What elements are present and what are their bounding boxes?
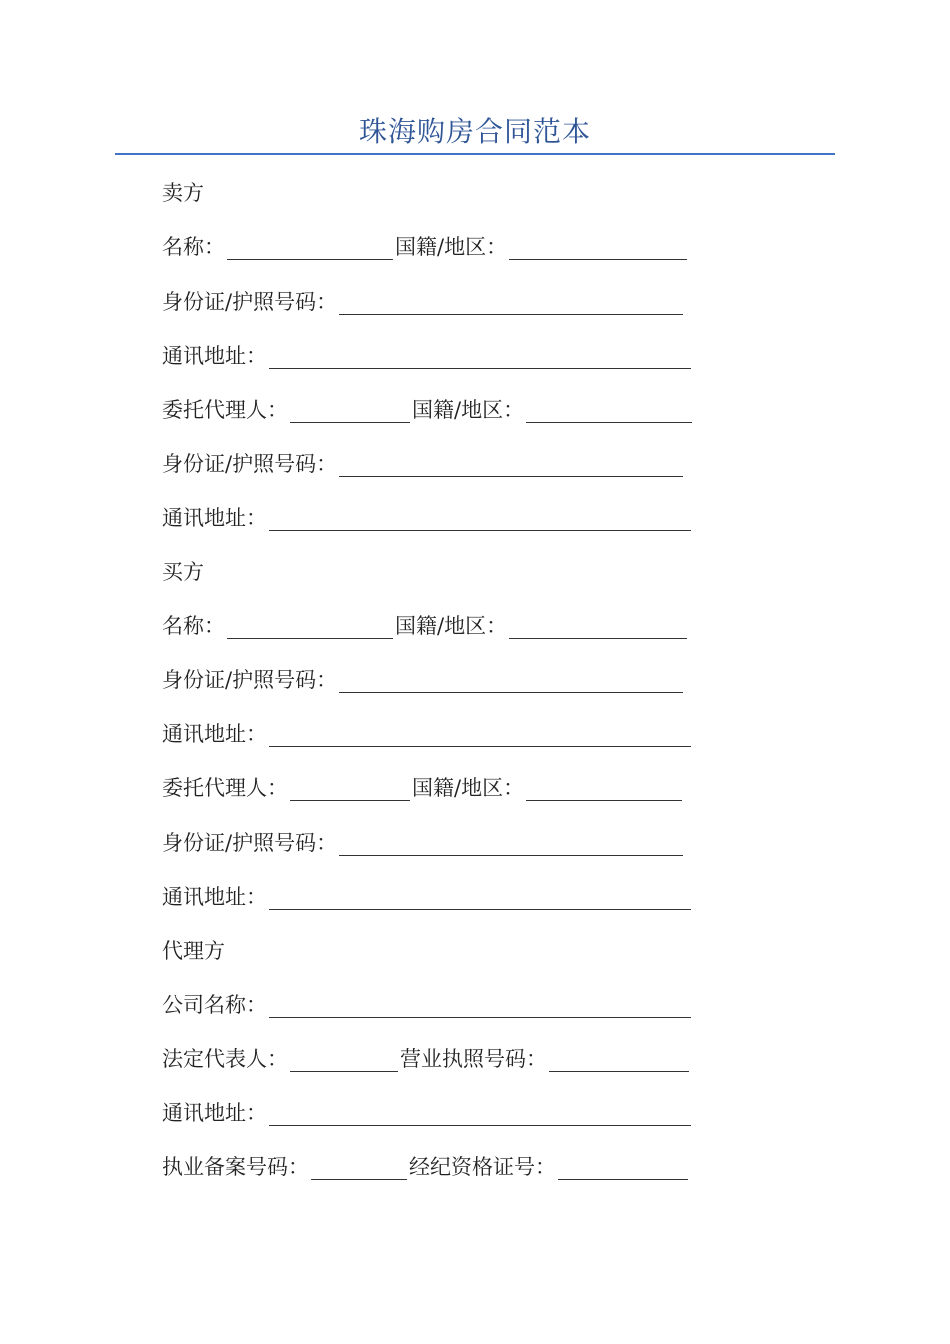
agency-address-label: 通讯地址：: [162, 1101, 267, 1125]
buyer-agent-label: 委托代理人：: [162, 776, 288, 800]
seller-name-label: 名称：: [162, 235, 225, 259]
seller-agent-field[interactable]: [290, 402, 410, 423]
agency-company-row: [162, 990, 693, 1020]
buyer-agent-address-field[interactable]: [269, 889, 691, 910]
agency-filing-field[interactable]: [311, 1159, 407, 1180]
buyer-address-label: 通讯地址：: [162, 722, 267, 746]
buyer-heading: 买方: [162, 560, 204, 584]
seller-nationality-field[interactable]: [509, 239, 687, 260]
buyer-id-field[interactable]: [339, 672, 683, 693]
agency-qualification-label: 经纪资格证号：: [409, 1155, 556, 1179]
seller-agent-address-field[interactable]: [269, 510, 691, 531]
agency-license-label: 营业执照号码：: [400, 1047, 547, 1071]
agency-address-row: [162, 1098, 693, 1128]
buyer-agent-row: [162, 773, 684, 803]
buyer-agent-id-row: [162, 828, 685, 858]
buyer-address-field[interactable]: [269, 726, 691, 747]
seller-agent-nationality-label: 国籍/地区：: [412, 398, 525, 422]
seller-name-row: [162, 232, 689, 262]
agency-qualification-field[interactable]: [558, 1159, 688, 1180]
buyer-agent-nationality-label: 国籍/地区：: [412, 776, 525, 800]
document-title: 珠海购房合同范本: [358, 115, 591, 148]
agency-legal-rep-field[interactable]: [290, 1051, 398, 1072]
buyer-id-label: 身份证/护照号码：: [162, 668, 338, 692]
buyer-agent-address-label: 通讯地址：: [162, 885, 267, 909]
seller-agent-id-field[interactable]: [339, 456, 683, 477]
title-underline: [115, 153, 835, 155]
buyer-nationality-field[interactable]: [509, 618, 687, 639]
agency-legal-rep-row: [162, 1044, 691, 1074]
buyer-agent-id-label: 身份证/护照号码：: [162, 831, 338, 855]
seller-nationality-label: 国籍/地区：: [395, 235, 508, 259]
seller-name-field[interactable]: [227, 239, 393, 260]
agency-legal-rep-label: 法定代表人：: [162, 1047, 288, 1071]
agency-license-field[interactable]: [549, 1051, 689, 1072]
seller-agent-id-row: [162, 449, 685, 479]
seller-address-field[interactable]: [269, 348, 691, 369]
seller-agent-label: 委托代理人：: [162, 398, 288, 422]
seller-heading: 卖方: [162, 181, 204, 205]
seller-agent-row: [162, 395, 694, 425]
seller-agent-nationality-field[interactable]: [526, 402, 692, 423]
agency-filing-label: 执业备案号码：: [162, 1155, 309, 1179]
seller-address-label: 通讯地址：: [162, 344, 267, 368]
buyer-id-row: [162, 665, 685, 695]
buyer-name-label: 名称：: [162, 614, 225, 638]
buyer-agent-address-row: [162, 882, 693, 912]
seller-agent-id-label: 身份证/护照号码：: [162, 452, 338, 476]
agency-filing-row: [162, 1152, 690, 1182]
agency-company-field[interactable]: [269, 997, 691, 1018]
seller-id-label: 身份证/护照号码：: [162, 290, 338, 314]
buyer-agent-id-field[interactable]: [339, 835, 683, 856]
buyer-name-row: [162, 611, 689, 641]
buyer-agent-nationality-field[interactable]: [526, 780, 682, 801]
seller-id-row: [162, 287, 685, 317]
agency-heading: 代理方: [162, 939, 225, 963]
seller-agent-address-label: 通讯地址：: [162, 506, 267, 530]
agency-company-label: 公司名称：: [162, 993, 267, 1017]
seller-address-row: [162, 341, 693, 371]
buyer-name-field[interactable]: [227, 618, 393, 639]
buyer-agent-field[interactable]: [290, 780, 410, 801]
seller-agent-address-row: [162, 503, 693, 533]
seller-id-field[interactable]: [339, 294, 683, 315]
agency-address-field[interactable]: [269, 1105, 691, 1126]
buyer-address-row: [162, 719, 693, 749]
buyer-nationality-label: 国籍/地区：: [395, 614, 508, 638]
